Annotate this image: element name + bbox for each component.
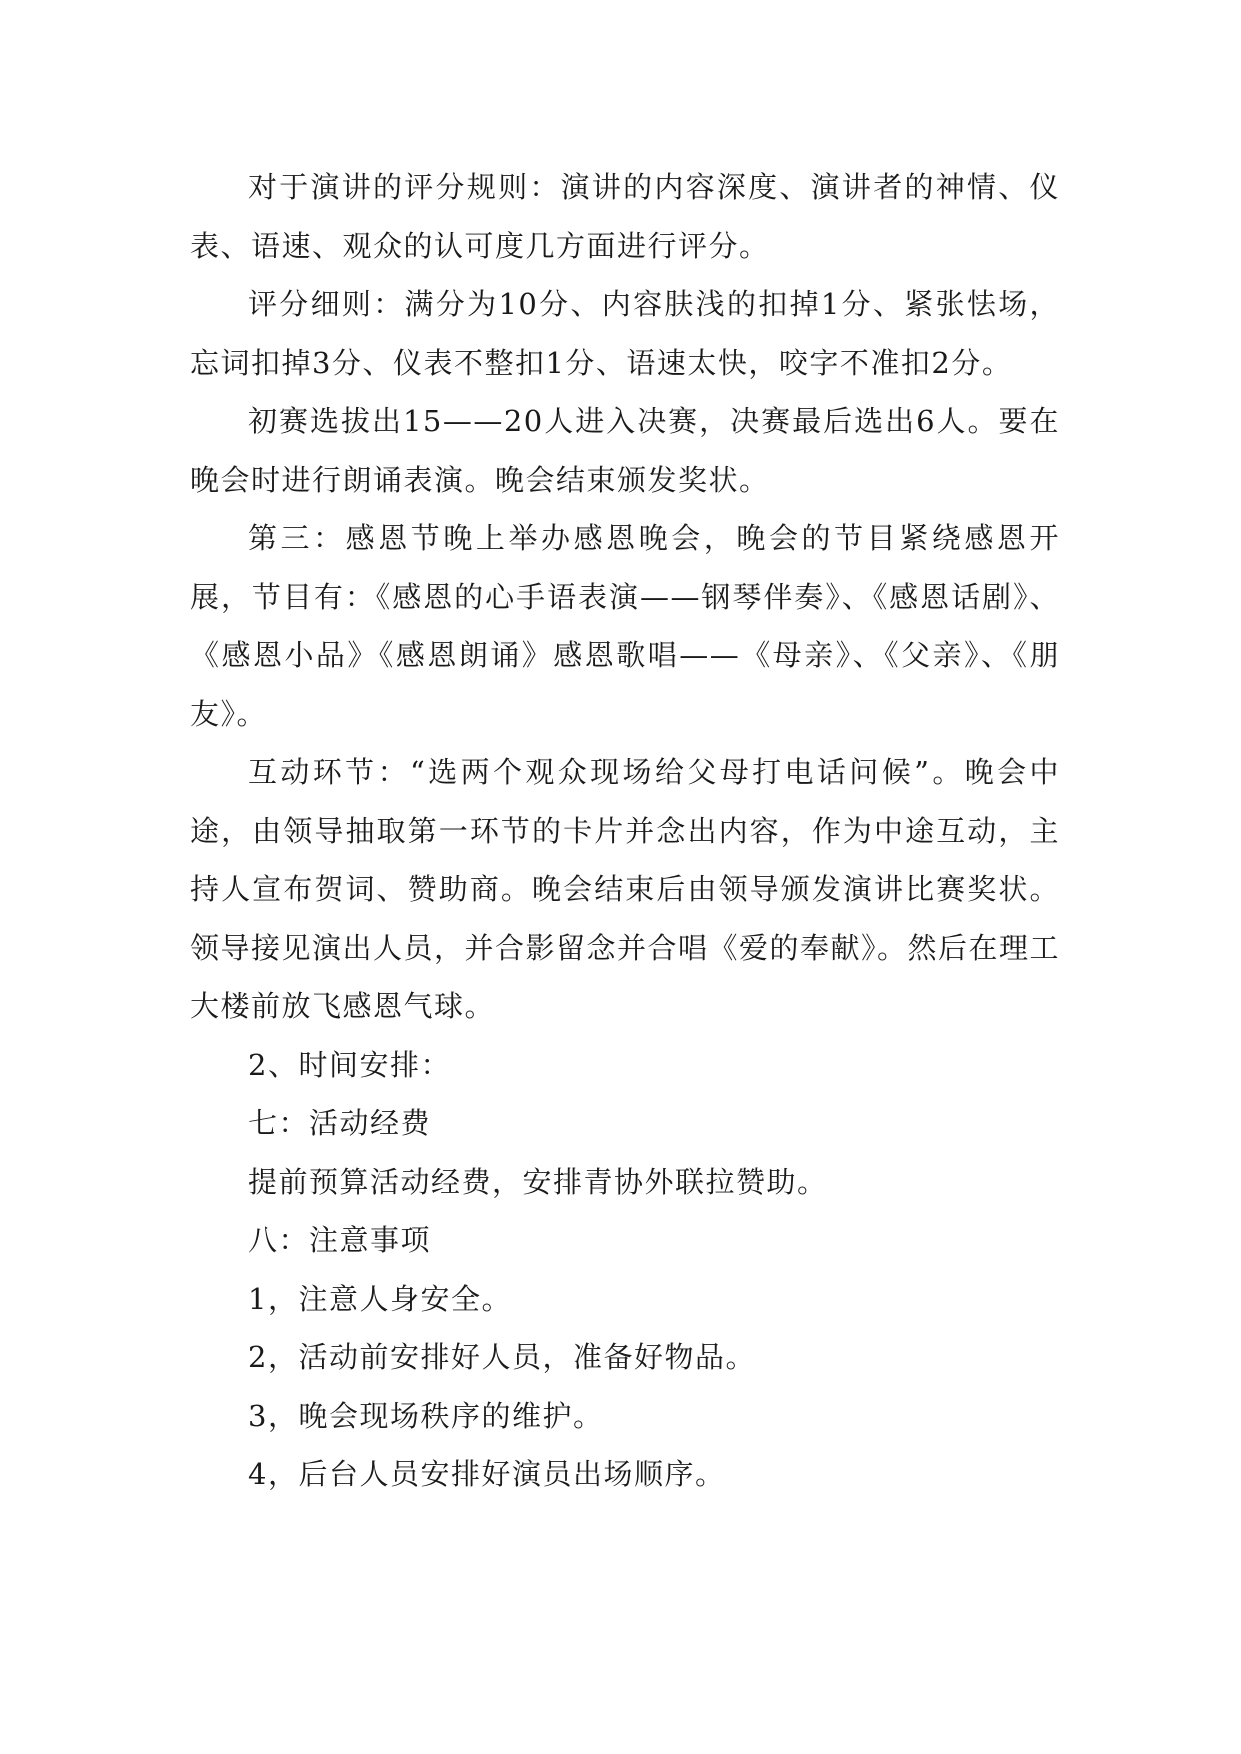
paragraph-preliminary-selection: 初赛选拔出15——20人进入决赛，决赛最后选出6人。要在晚会时进行朗诵表演。晚会结束颁发奖状。: [190, 404, 1060, 497]
heading-precautions: 八：注意事项: [248, 1223, 432, 1257]
paragraph-scoring-details: 评分细则：满分为10分、内容肤浅的扣掉1分、紧张怯场，忘词扣掉3分、仪表不整扣1分、语速太快，咬字不准扣2分。: [190, 287, 1060, 380]
document-body: [190, 158, 1060, 1504]
paragraph-funds-detail: 提前预算活动经费，安排青协外联拉赞助。: [248, 1164, 828, 1199]
paragraph-time-arrangement: 2、时间安排：: [248, 1047, 451, 1082]
list-item-safety: 1，注意人身安全。: [248, 1281, 512, 1316]
paragraph-thanksgiving-gala: 第三：感恩节晚上举办感恩晚会，晚会的节目紧绕感恩开展，节目有：《感恩的心手语表演——钢琴伴奏》、《感恩话剧》、《感恩小品》《感恩朗诵》感恩歌唱——《母亲》、《父亲》、《朋友》。: [190, 521, 1060, 731]
heading-activity-funds: 七：活动经费: [248, 1106, 432, 1140]
list-item-order: 3，晚会现场秩序的维护。: [248, 1398, 604, 1433]
list-item-preparation: 2，活动前安排好人员，准备好物品。: [248, 1340, 756, 1374]
list-item-backstage: 4，后台人员安排好演员出场顺序。: [248, 1457, 726, 1491]
paragraph-interactive-segment: 互动环节：“选两个观众现场给父母打电话问候”。晚会中途，由领导抽取第一环节的卡片并念出内容，作为中途互动，主持人宣布贺词、赞助商。晚会结束后由领导颁发演讲比赛奖状。领导接见演出人员，并合影留念并合唱《爱的奉献》。然后在理工大楼前放飞感恩气球。: [190, 755, 1061, 1023]
paragraph-scoring-rules: 对于演讲的评分规则：演讲的内容深度、演讲者的神情、仪表、语速、观众的认可度几方面进行评分。: [190, 170, 1060, 263]
